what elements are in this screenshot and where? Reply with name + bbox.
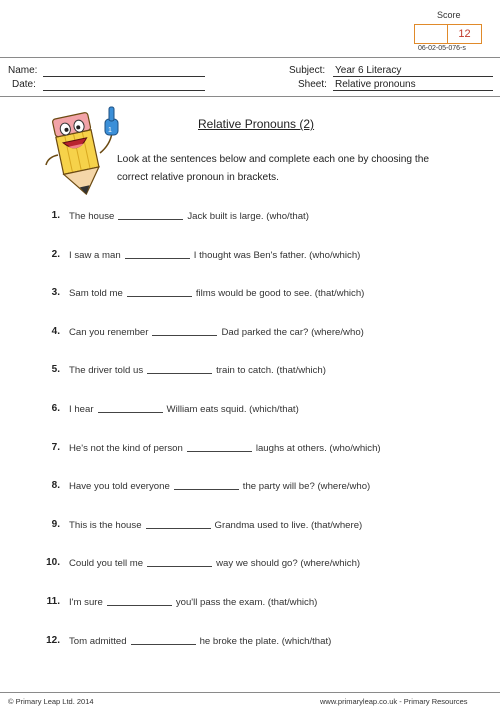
score-box xyxy=(414,24,482,44)
sentence-end: Grandma used to live. (that/where) xyxy=(214,519,363,531)
question-sentence xyxy=(69,520,362,531)
sheet-code: 06-02-05-076-s xyxy=(418,45,466,52)
question-number: 8. xyxy=(51,480,60,492)
question-sentence xyxy=(69,327,364,338)
svg-text:1: 1 xyxy=(108,127,112,134)
sentence-end: you'll pass the exam. (that/which) xyxy=(175,597,318,608)
footer-site: www.primaryleap.co.uk - Primary Resources xyxy=(320,697,468,706)
question-sentence xyxy=(69,443,381,454)
question-sentence xyxy=(69,597,317,608)
sentence-end: the party will be? (where/who) xyxy=(242,481,371,493)
question-number: 10. xyxy=(46,557,60,569)
score-empty-cell xyxy=(415,25,448,43)
answer-blank[interactable] xyxy=(174,489,239,490)
subject-line xyxy=(333,76,493,77)
question-number: 6. xyxy=(51,403,60,414)
answer-blank[interactable] xyxy=(152,335,217,336)
answer-blank[interactable] xyxy=(187,451,252,452)
answer-blank[interactable] xyxy=(147,566,212,567)
footer-rule xyxy=(0,692,500,693)
question-number: 3. xyxy=(51,287,60,299)
question-number: 4. xyxy=(51,325,60,337)
footer-copyright: © Primary Leap Ltd. 2014 xyxy=(8,697,94,706)
sentence-end: he broke the plate. (which/that) xyxy=(199,635,332,647)
sheet-value: Relative pronouns xyxy=(335,79,416,90)
sentence-end: William eats squid. (which/that) xyxy=(166,404,299,415)
question-sentence xyxy=(69,211,309,222)
sentence-end: films would be good to see. (that/which) xyxy=(195,288,365,300)
sentence-start: I hear xyxy=(69,404,94,415)
question-number: 12. xyxy=(46,634,60,646)
question-number: 7. xyxy=(51,441,60,453)
sheet-label: Sheet: xyxy=(298,79,327,90)
question-sentence xyxy=(69,558,360,569)
question-number: 11. xyxy=(46,596,60,607)
question-number: 1. xyxy=(51,210,60,221)
sentence-end: train to catch. (that/which) xyxy=(216,365,326,377)
answer-blank[interactable] xyxy=(98,412,163,413)
sentence-end: Jack built is large. (who/that) xyxy=(187,211,309,222)
name-label: Name: xyxy=(8,65,38,76)
sentence-start: Could you tell me xyxy=(69,558,144,570)
answer-blank[interactable] xyxy=(107,605,172,606)
score-label: Score xyxy=(437,10,461,20)
question-number: 5. xyxy=(51,364,60,376)
answer-blank[interactable] xyxy=(147,373,212,374)
sentence-start: The house xyxy=(69,211,115,222)
question-sentence xyxy=(69,288,364,299)
date-label: Date: xyxy=(12,79,36,90)
question-sentence xyxy=(69,365,326,376)
answer-blank[interactable] xyxy=(118,219,183,220)
instructions-text: Look at the sentences below and complete each one by choosing the correct relative pronoun in brackets. xyxy=(117,154,430,183)
name-field[interactable] xyxy=(43,76,205,77)
header-top-rule xyxy=(0,57,500,58)
pencil-mascot-illustration xyxy=(38,105,128,200)
sentence-end: laughs at others. (who/which) xyxy=(255,442,381,454)
header-bottom-rule xyxy=(0,96,500,97)
sentence-start: Can you renember xyxy=(69,326,149,338)
question-sentence xyxy=(69,250,360,261)
sentence-start: He's not the kind of person xyxy=(69,442,183,454)
question-sentence xyxy=(69,636,331,647)
sentence-end: way we should go? (where/which) xyxy=(216,558,361,570)
answer-blank[interactable] xyxy=(131,644,196,645)
sheet-line xyxy=(333,90,493,91)
sentence-start: Sam told me xyxy=(69,288,123,300)
worksheet-title: Relative Pronouns (2) xyxy=(198,117,315,131)
answer-blank[interactable] xyxy=(127,296,192,297)
question-sentence xyxy=(69,404,299,415)
sentence-end: Dad parked the car? (where/who) xyxy=(221,326,364,338)
answer-blank[interactable] xyxy=(146,528,211,529)
question-number: 2. xyxy=(51,248,60,260)
sentence-start: Tom admitted xyxy=(69,635,127,647)
sentence-start: I'm sure xyxy=(69,597,103,608)
sentence-start: Have you told everyone xyxy=(69,481,170,493)
subject-label: Subject: xyxy=(289,65,326,76)
sentence-start: The driver told us xyxy=(69,365,144,377)
question-sentence xyxy=(69,481,370,492)
answer-blank[interactable] xyxy=(125,258,190,259)
sentence-start: This is the house xyxy=(69,519,142,531)
question-number: 9. xyxy=(51,518,60,530)
score-value: 12 xyxy=(458,28,471,40)
sentence-end: I thought was Ben's father. (who/which) xyxy=(193,249,361,261)
sentence-start: I saw a man xyxy=(69,249,121,261)
date-field[interactable] xyxy=(43,90,205,91)
subject-value: Year 6 Literacy xyxy=(335,65,402,76)
